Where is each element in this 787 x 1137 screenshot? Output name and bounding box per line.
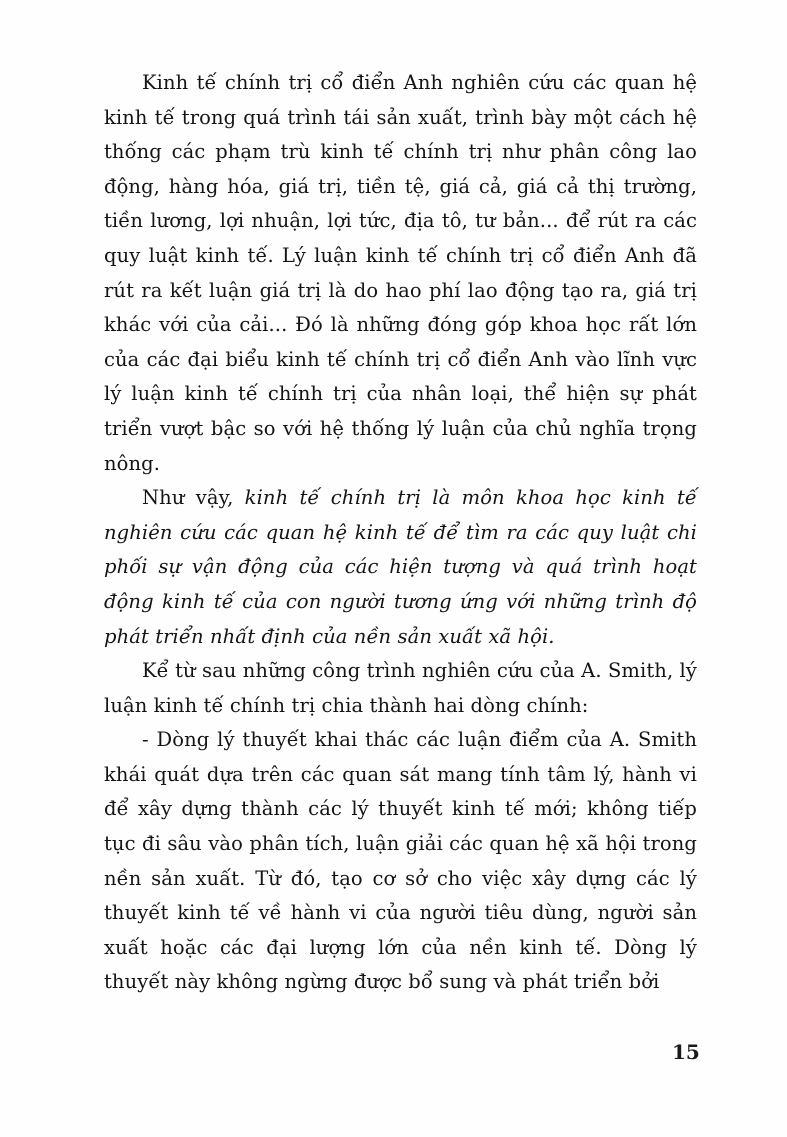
paragraph-4 <box>104 723 697 1000</box>
body-text <box>104 66 697 1000</box>
paragraph-1 <box>104 66 697 481</box>
paragraph-2 <box>104 481 697 654</box>
paragraph-2-lead: Như vậy, <box>142 486 245 510</box>
paragraph-3-text: Kể từ sau những công trình nghiên cứu của A. Smith, lý luận kinh tế chính trị chia thành hai dòng chính: <box>104 659 697 717</box>
definition-italic-text: kinh tế chính trị là môn khoa học kinh tế nghiên cứu các quan hệ kinh tế để tìm ra các quy luật chi phối sự vận động của các hiện tượng và quá trình hoạt động kinh tế của con người tương ứng với những trình độ phát triển nhất định của nền sản xuất xã hội. <box>104 486 697 648</box>
paragraph-1-text: Kinh tế chính trị cổ điển Anh nghiên cứu các quan hệ kinh tế trong quá trình tái sản xuất, trình bày một cách hệ thống các phạm trù kinh tế chính trị như phân công lao động, hàng hóa, giá trị, tiền tệ, giá cả, giá cả thị trường, tiền lương, lợi nhuận, lợi tức, địa tô, tư bản... để rút ra các quy luật kinh tế. Lý luận kinh tế chính trị cổ điển Anh đã rút ra kết luận giá trị là do hao phí lao động tạo ra, giá trị khác với của cải... Đó là những đóng góp khoa học rất lớn của các đại biểu kinh tế chính trị cổ điển Anh vào lĩnh vực lý luận kinh tế chính trị của nhân loại, thể hiện sự phát triển vượt bậc so với hệ thống lý luận của chủ nghĩa trọng nông. <box>104 71 697 475</box>
page-number: 15 <box>672 1040 700 1064</box>
paragraph-3 <box>104 654 697 723</box>
paragraph-4-text: - Dòng lý thuyết khai thác các luận điểm của A. Smith khái quát dựa trên các quan sát mang tính tâm lý, hành vi để xây dựng thành các lý thuyết kinh tế mới; không tiếp tục đi sâu vào phân tích, luận giải các quan hệ xã hội trong nền sản xuất. Từ đó, tạo cơ sở cho việc xây dựng các lý thuyết kinh tế về hành vi của người tiêu dùng, người sản xuất hoặc các đại lượng lớn của nền kinh tế. Dòng lý thuyết này không ngừng được bổ sung và phát triển bởi <box>104 728 697 994</box>
